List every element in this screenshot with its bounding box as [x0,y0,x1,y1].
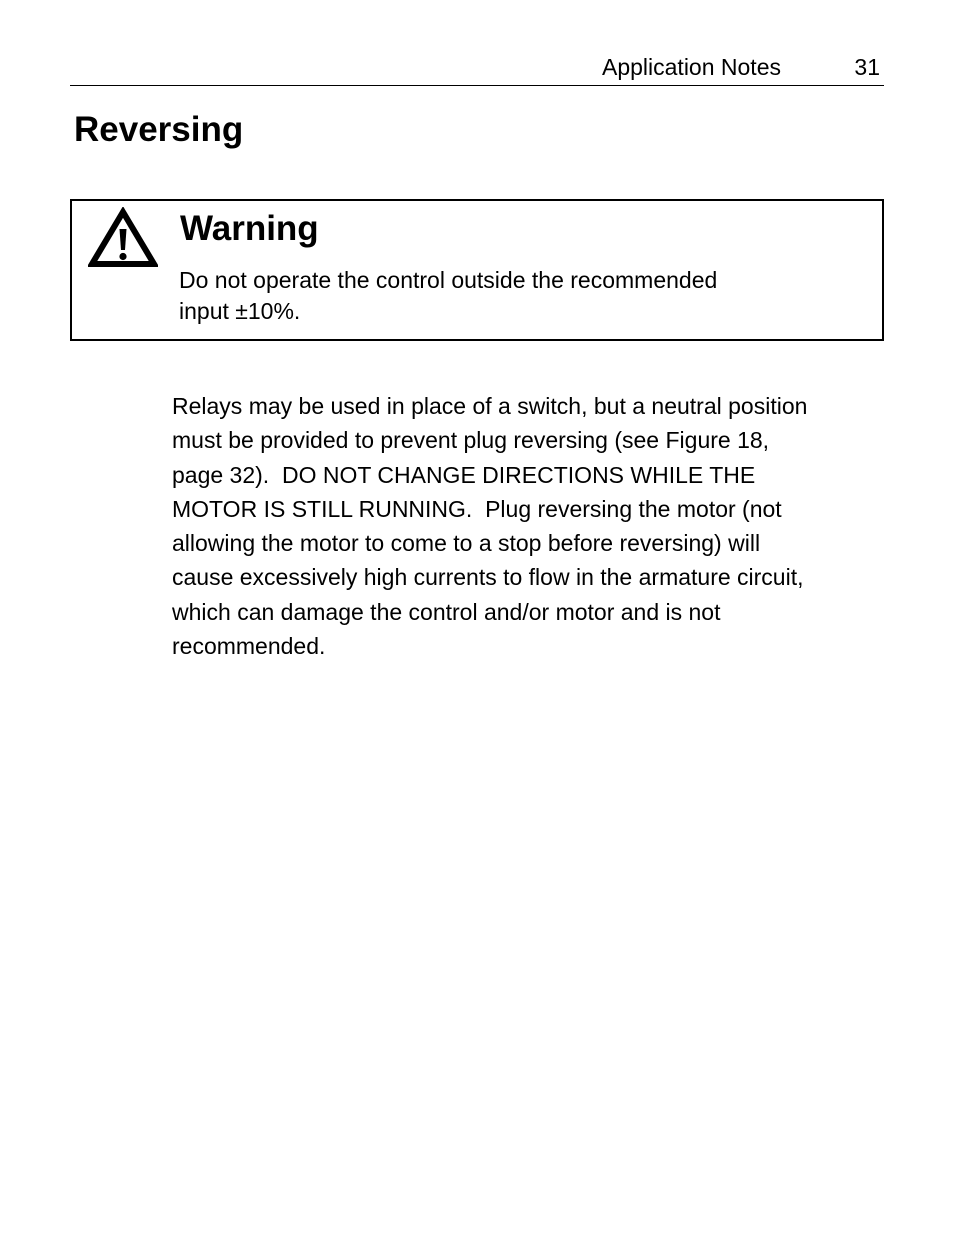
paragraph-line: which can damage the control and/or motor and is not [172,598,721,625]
warning-line: input ±10%. [179,298,301,324]
paragraph-line: must be provided to prevent plug reversing (see Figure 18, [172,427,770,454]
body-paragraph [172,389,892,663]
paragraph-line: cause excessively high currents to flow in the armature circuit, [172,564,804,591]
warning-text [179,265,819,327]
warning-box [70,199,884,341]
paragraph-line: allowing the motor to come to a stop before reversing) will [172,530,761,557]
warning-line: Do not operate the control outside the recommended [179,267,718,293]
warning-triangle-icon [88,207,158,269]
paragraph-line: Relays may be used in place of a switch, but a neutral position [172,393,808,419]
paragraph-line: recommended. [172,633,326,660]
paragraph-line: MOTOR IS STILL RUNNING. Plug reversing the motor (not [172,495,782,522]
warning-title: Warning [180,209,319,248]
page-title: Reversing [74,110,244,149]
section-title: Application Notes [602,54,781,80]
page-number: 31 [854,54,880,80]
paragraph-line: page 32). DO NOT CHANGE DIRECTIONS WHILE THE [172,461,756,488]
page-header [70,52,884,86]
